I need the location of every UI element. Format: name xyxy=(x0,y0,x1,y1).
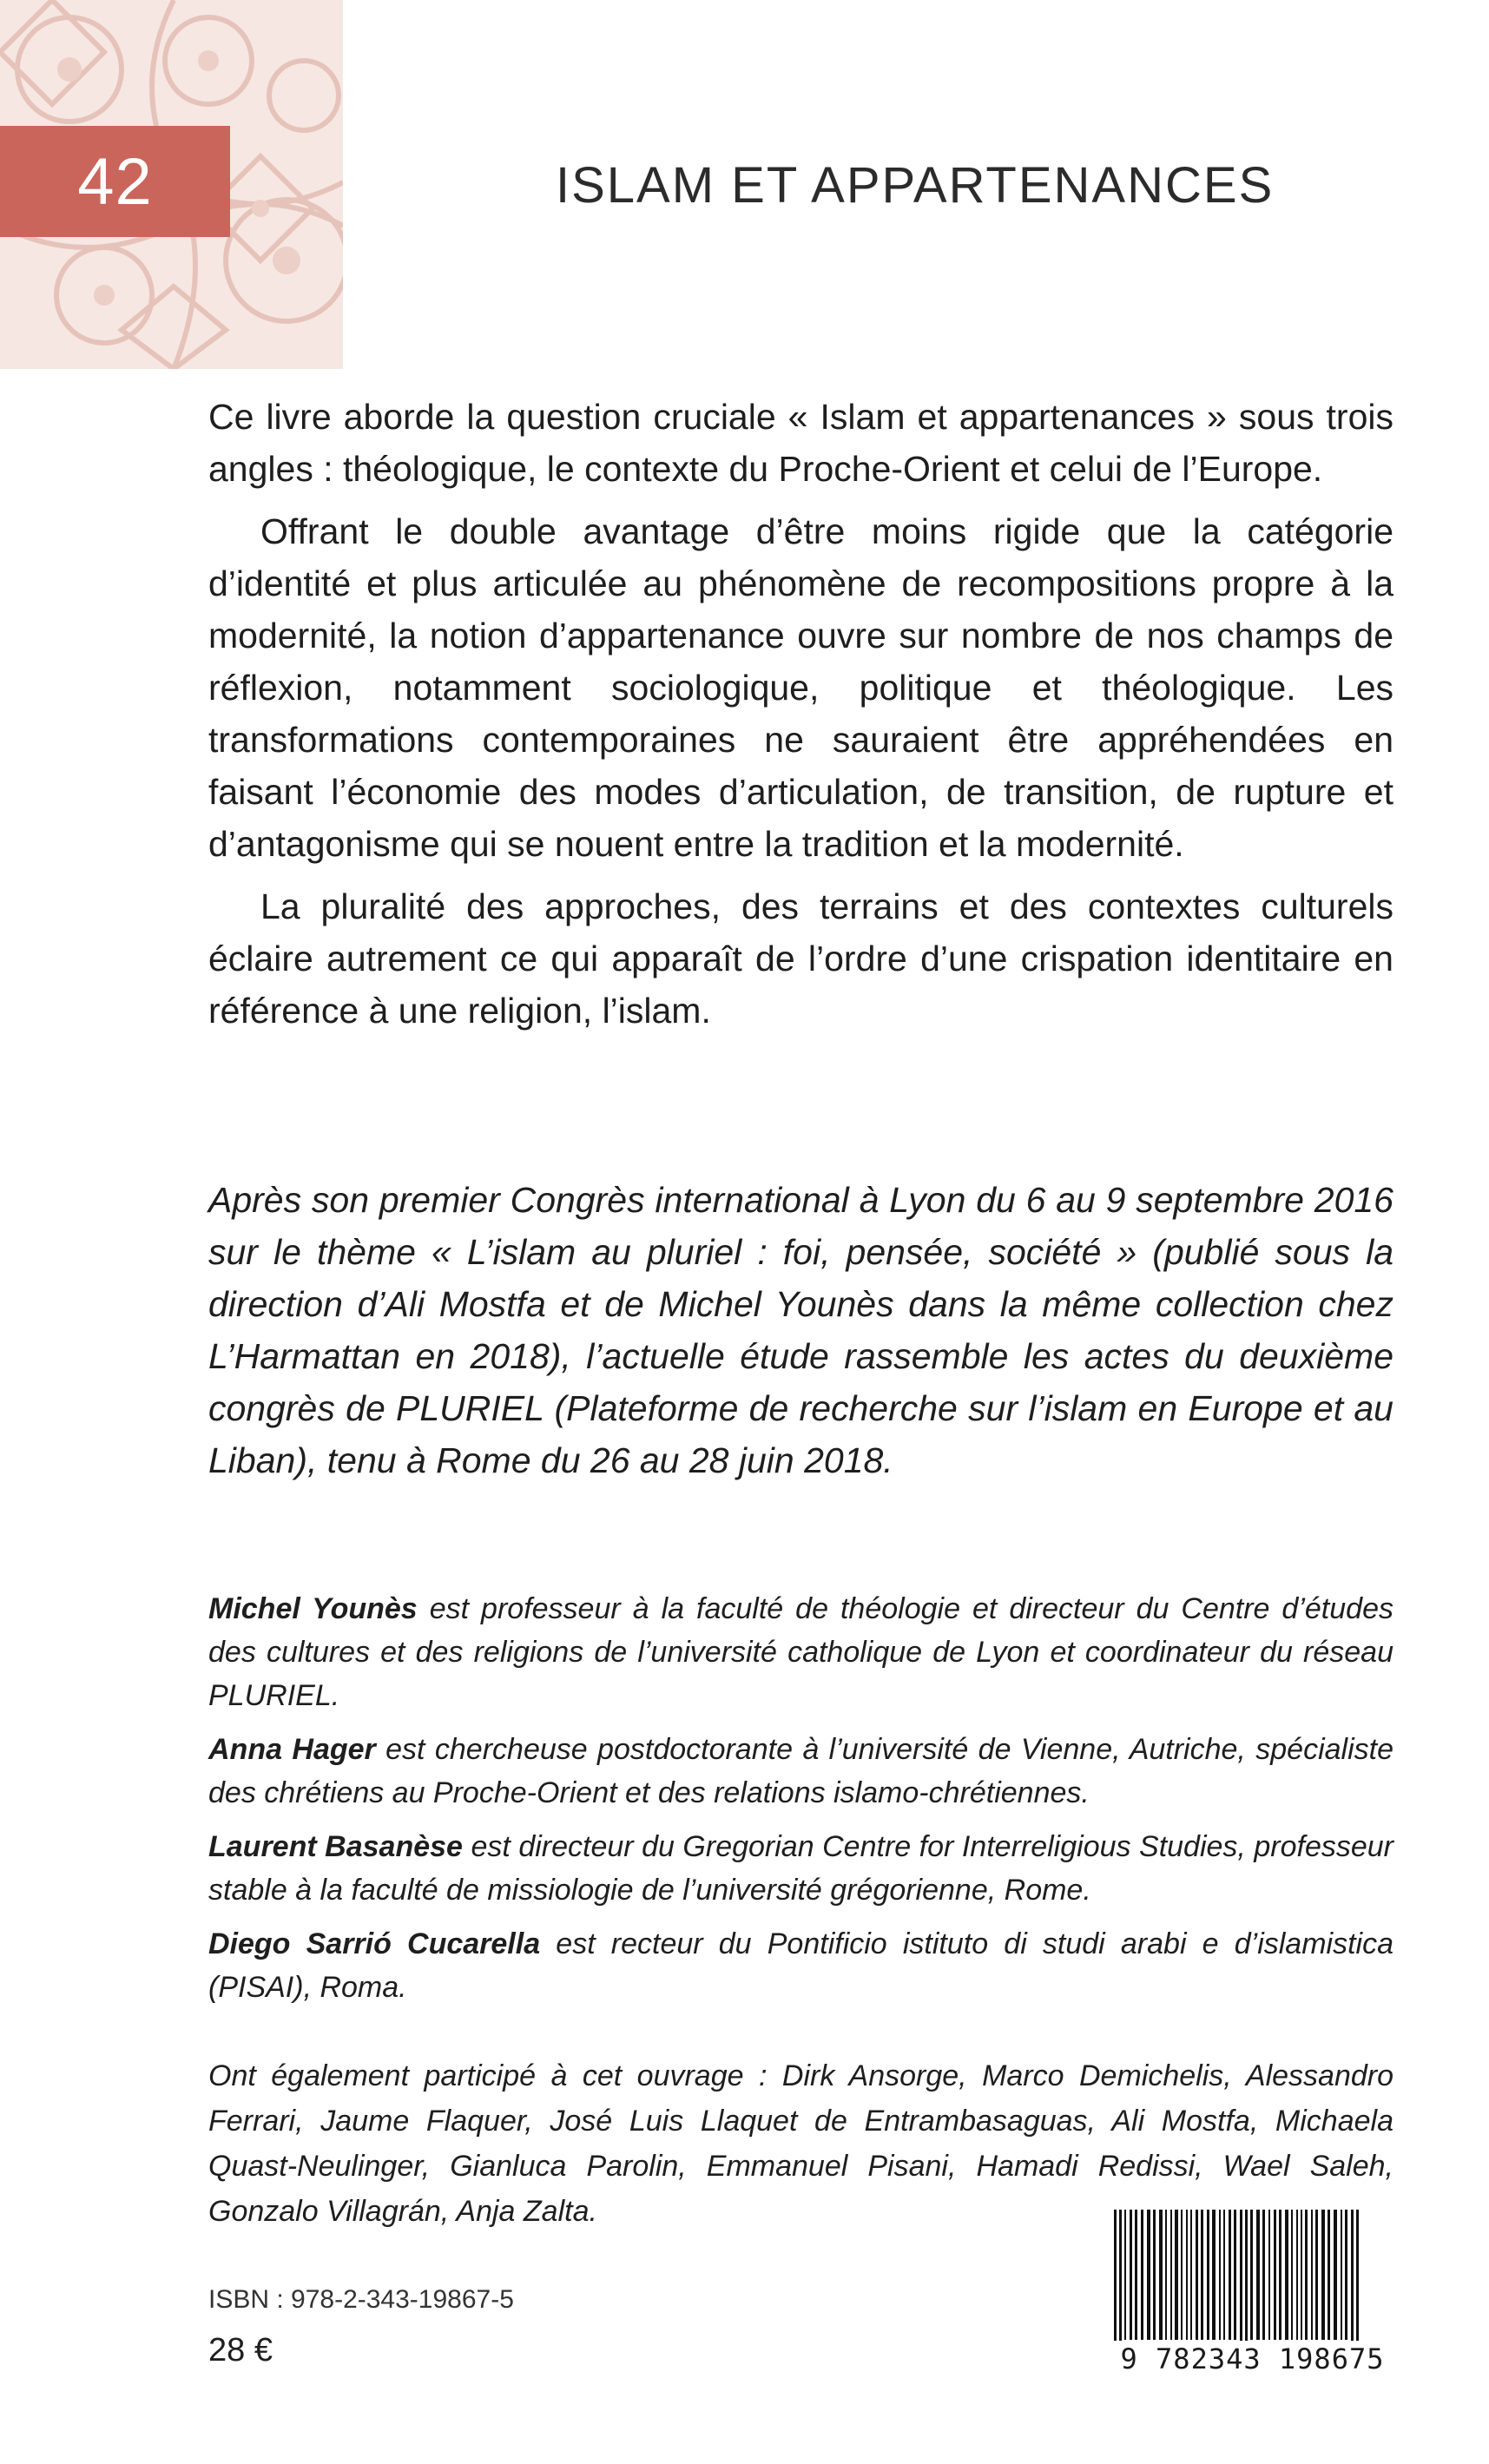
author-bio-text: est professeur à la faculté de théologie et directeur du Centre d’études des cultures et des religions de l’université catholique de Lyon et coordinateur du réseau PLURIEL. xyxy=(208,1592,1393,1712)
series-number-badge xyxy=(0,126,230,237)
author-bio-text: est recteur du Pontificio istituto di studi arabi e d’islamistica (PISAI), Roma. xyxy=(208,1927,1393,2004)
barcode-digits: 9 782343 198675 xyxy=(1107,2341,1398,2377)
series-number: 42 xyxy=(77,144,153,219)
author-bio xyxy=(208,1825,1393,1912)
author-name: Laurent Basanèse xyxy=(208,1830,463,1863)
blurb-paragraph: Ce livre aborde la question cruciale « Islam et appartenances » sous trois angles : théologique, le contexte du Proche-Orient et celui de l’Europe. xyxy=(208,397,1393,489)
price: 28 € xyxy=(208,2332,273,2368)
author-bio xyxy=(208,1922,1393,2009)
isbn: ISBN : 978-2-343-19867-5 xyxy=(208,2285,514,2314)
series-title: ISLAM ET APPARTENANCES xyxy=(556,157,1275,214)
blurb-paragraph: Offrant le double avantage d’être moins rigide que la catégorie d’identité et plus articulée au phénomène de recompositions propre à la modernité, la notion d’appartenance ouvre sur nombre de nos champs de réflexion, notamment sociologique, politique et théologique. Les transformations contemporaines ne sauraient être appréhendées en faisant l’économie des modes d’articulation, de transition, de rupture et d’antagonisme qui se nouent entre la tradition et la modernité. xyxy=(208,511,1393,864)
author-name: Diego Sarrió Cucarella xyxy=(208,1927,541,1960)
author-name: Michel Younès xyxy=(208,1592,418,1625)
author-bios xyxy=(208,1587,1393,2019)
congress-note xyxy=(208,1174,1393,1497)
author-bio xyxy=(208,1728,1393,1815)
congress-paragraph: Après son premier Congrès international à Lyon du 6 au 9 septembre 2016 sur le thème « L’islam au pluriel : foi, pensée, société » (publié sous la direction d’Ali Mostfa et de Michel Younès dans la même collection chez L’Harmattan en 2018), l’actuelle étude rassemble les actes du deuxième congrès de PLURIEL (Plateforme de recherche sur l’islam en Europe et au Liban), tenu à Rome du 26 au 28 juin 2018. xyxy=(208,1180,1393,1480)
contributors-list: Ont également participé à cet ouvrage : Dirk Ansorge, Marco Demichelis, Alessandro Ferrari, Jaume Flaquer, José Luis Llaquet de Entrambasaguas, Ali Mostfa, Michaela Quast-Neulinger, Gianluca Parolin, Emmanuel Pisani, Hamadi Redissi, Wael Saleh, Gonzalo Villagrán, Anja Zalta. xyxy=(208,2059,1393,2228)
book-blurb xyxy=(208,391,1393,1047)
author-bio-text: est directeur du Gregorian Centre for Interreligious Studies, professeur stable à la faculté de missiologie de l’université grégorienne, Rome. xyxy=(208,1830,1394,1907)
author-bio-text: est chercheuse postdoctorante à l’université de Vienne, Autriche, spécialiste des chrétiens au Proche-Orient et des relations islamo-chrétiennes. xyxy=(208,1733,1393,1809)
author-bio xyxy=(208,1587,1393,1717)
author-name: Anna Hager xyxy=(208,1733,376,1766)
blurb-paragraph: La pluralité des approches, des terrains et des contextes culturels éclaire autrement ce qui apparaît de l’ordre d’une crispation identitaire en référence à une religion, l’islam. xyxy=(208,886,1393,1031)
